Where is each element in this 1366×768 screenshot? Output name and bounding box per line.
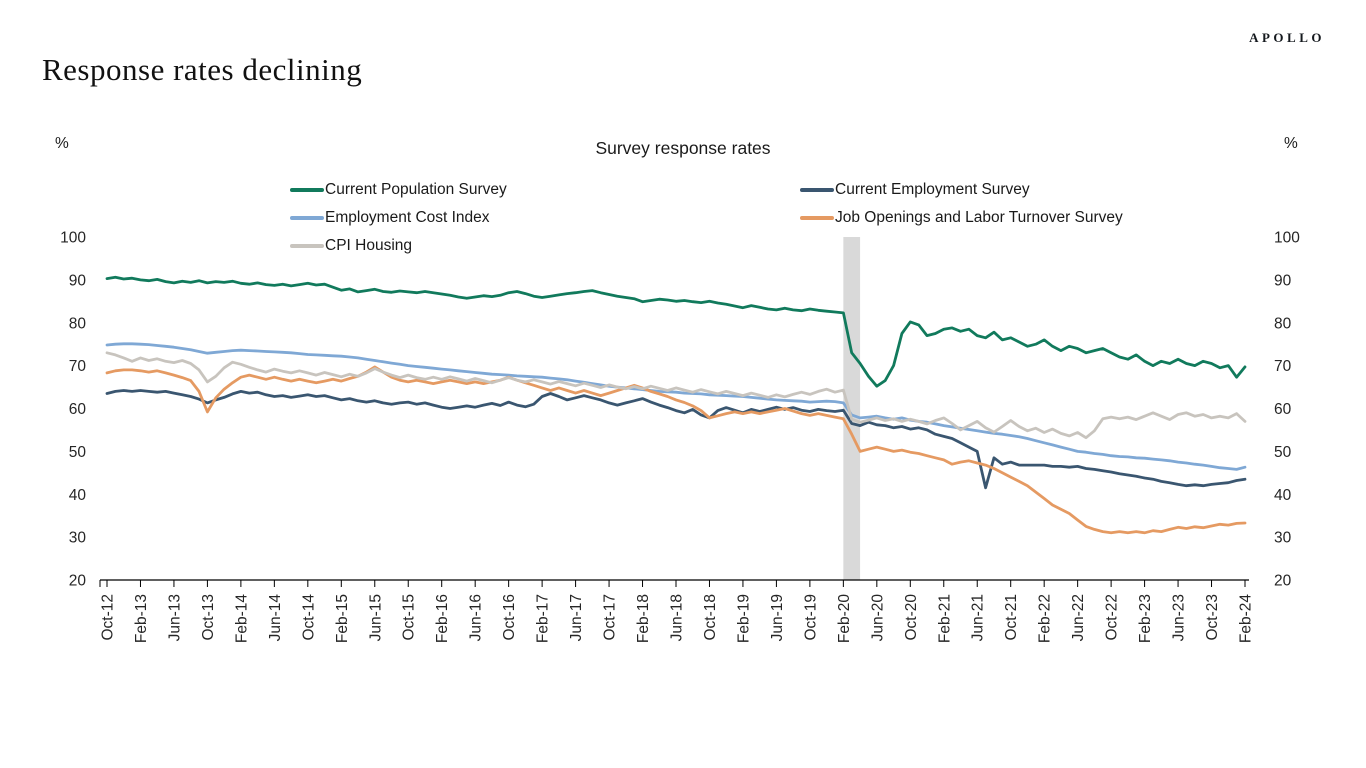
y-tick-label-right: 80 xyxy=(1274,315,1292,333)
y-tick-label-left: 20 xyxy=(68,572,86,590)
y-tick-label-right: 40 xyxy=(1274,486,1292,504)
x-tick-label: Feb-16 xyxy=(434,594,452,644)
x-tick-label: Jun-21 xyxy=(969,594,987,642)
y-tick-label-right: 20 xyxy=(1274,572,1292,590)
y-tick-label-right: 30 xyxy=(1274,529,1292,547)
y-tick-label-left: 90 xyxy=(68,272,86,290)
x-tick-label: Jun-22 xyxy=(1070,594,1088,642)
legend-label: Current Population Survey xyxy=(325,181,507,198)
x-tick-label: Jun-16 xyxy=(467,594,485,642)
legend-item-current-population-survey xyxy=(290,176,507,204)
legend-item-employment-cost-index xyxy=(290,204,507,232)
legend-label: CPI Housing xyxy=(325,237,413,254)
chart-title: Survey response rates xyxy=(595,138,771,158)
x-tick-label: Jun-14 xyxy=(266,594,284,642)
x-tick-label: Feb-17 xyxy=(534,594,552,644)
x-tick-label: Jun-23 xyxy=(1170,594,1188,642)
x-tick-label: Oct-21 xyxy=(1003,594,1021,641)
y-tick-label-left: 50 xyxy=(68,443,86,461)
x-tick-label: Feb-21 xyxy=(936,594,954,644)
y-tick-label-right: 60 xyxy=(1274,401,1292,418)
y-tick-label-right: 70 xyxy=(1274,358,1292,376)
legend-item-current-employment-survey xyxy=(800,176,1123,204)
legend-item-jolts xyxy=(800,204,1123,232)
y-tick-label-left: 30 xyxy=(68,529,86,547)
x-tick-label: Jun-20 xyxy=(869,594,887,642)
x-tick-label: Feb-20 xyxy=(835,594,853,644)
series-line-current-employment-survey xyxy=(107,391,1245,488)
x-tick-label: Jun-15 xyxy=(367,594,385,642)
x-tick-label: Oct-18 xyxy=(702,594,719,641)
x-tick-label: Feb-24 xyxy=(1237,594,1255,644)
x-tick-label: Oct-15 xyxy=(400,594,418,641)
x-tick-label: Jun-17 xyxy=(568,594,586,642)
y-tick-label-right: 90 xyxy=(1274,272,1292,290)
x-tick-label: Feb-19 xyxy=(735,594,753,644)
y-tick-label-left: 80 xyxy=(68,315,86,333)
x-tick-label: Jun-19 xyxy=(768,594,786,642)
y-tick-label-left: 100 xyxy=(60,229,86,247)
x-tick-label: Oct-19 xyxy=(802,594,820,641)
x-axis-tick-labels xyxy=(100,594,1255,644)
x-tick-label: Oct-12 xyxy=(99,594,117,641)
y-tick-label-right: 100 xyxy=(1274,229,1300,247)
x-tick-label: Oct-17 xyxy=(601,594,619,641)
legend-item-cpi-housing xyxy=(290,232,507,260)
x-tick-label: Oct-16 xyxy=(501,594,519,641)
x-tick-label: Feb-15 xyxy=(333,594,351,644)
legend-column-right xyxy=(800,176,1123,232)
apollo-logo: APOLLO xyxy=(1249,30,1325,45)
x-tick-label: Oct-20 xyxy=(902,594,920,641)
x-tick-label: Oct-13 xyxy=(199,594,217,641)
series-line-employment-cost-index xyxy=(107,344,1245,470)
legend-swatch-cpi-housing xyxy=(290,244,324,248)
x-tick-label: Feb-18 xyxy=(635,594,652,644)
legend-swatch-current-population-survey xyxy=(290,188,324,192)
x-tick-label: Feb-23 xyxy=(1137,594,1155,644)
legend-label: Job Openings and Labor Turnover Survey xyxy=(835,209,1123,226)
y-axis-unit-left: % xyxy=(55,135,69,152)
x-axis xyxy=(100,580,1249,587)
legend-swatch-current-employment-survey xyxy=(800,188,834,192)
x-tick-label: Oct-22 xyxy=(1103,594,1121,641)
y-tick-label-left: 40 xyxy=(68,486,86,504)
x-tick-label: Oct-14 xyxy=(300,594,318,641)
legend-label: Current Employment Survey xyxy=(835,181,1030,198)
x-tick-label: Feb-22 xyxy=(1036,594,1054,644)
x-tick-label: Jun-18 xyxy=(668,594,686,642)
legend-label: Employment Cost Index xyxy=(325,209,490,226)
y-tick-label-left: 60 xyxy=(68,401,86,418)
x-tick-label: Feb-13 xyxy=(133,594,150,644)
legend-swatch-jolts xyxy=(800,216,834,220)
page-title: Response rates declining xyxy=(42,52,363,87)
y-tick-label-left: 70 xyxy=(68,358,86,376)
y-tick-label-right: 50 xyxy=(1274,443,1292,461)
legend-column-left xyxy=(290,176,507,260)
x-tick-label: Oct-23 xyxy=(1204,594,1221,641)
legend xyxy=(0,176,1366,260)
y-axis-unit-right: % xyxy=(1284,135,1298,152)
x-tick-label: Jun-13 xyxy=(166,594,184,642)
legend-swatch-employment-cost-index xyxy=(290,216,324,220)
x-tick-label: Feb-14 xyxy=(233,594,251,644)
